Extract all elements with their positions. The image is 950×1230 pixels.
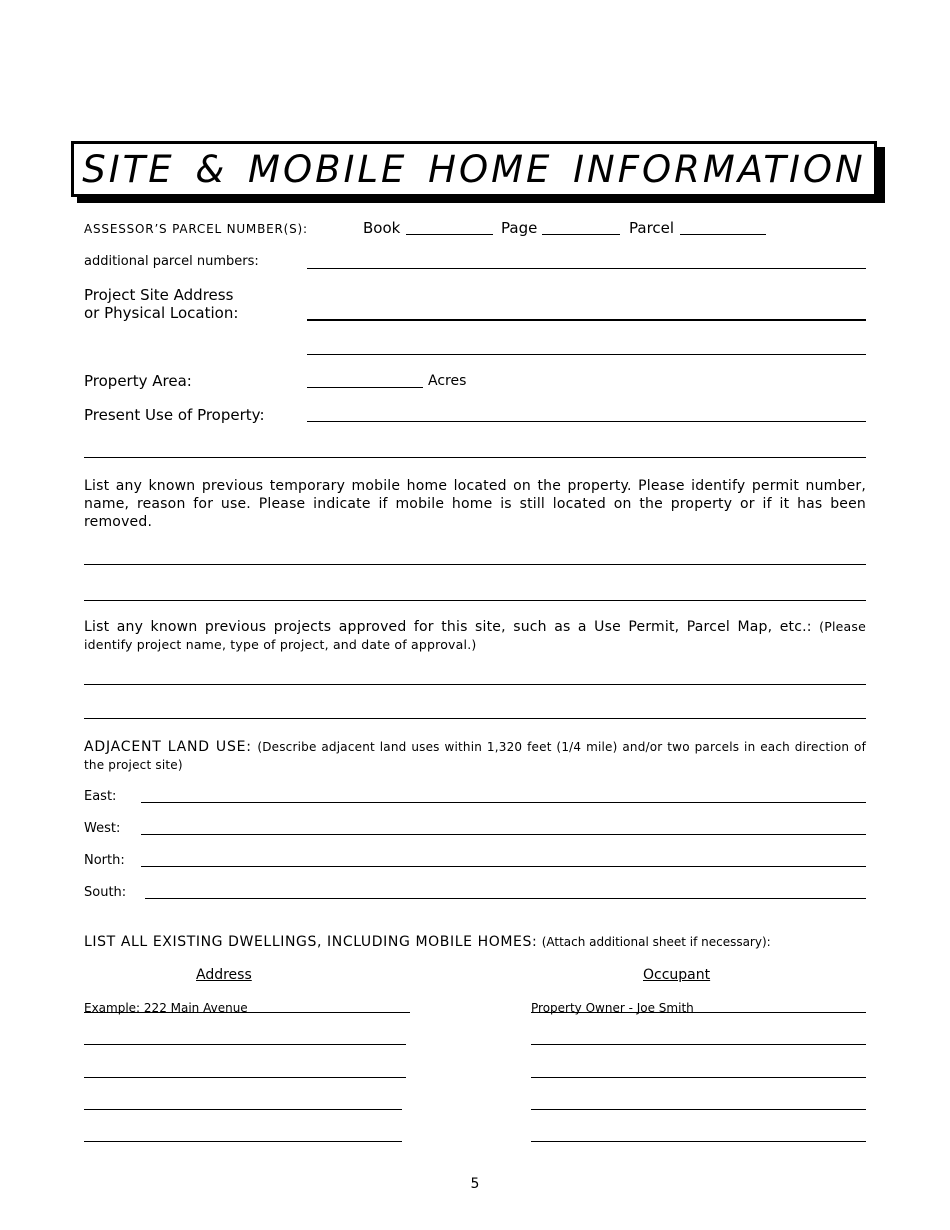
adjacent-land-use-instructions	[84, 738, 866, 774]
additional-parcels-label: additional parcel numbers:	[84, 254, 259, 269]
property-area-label: Property Area:	[84, 372, 192, 390]
present-use-field-1[interactable]	[307, 421, 866, 422]
dwellings-instructions	[84, 933, 771, 951]
example-occupant: Property Owner - Joe Smith	[531, 1001, 694, 1015]
mobile-home-history-instructions: List any known previous temporary mobile home located on the property. Please identify permit number, name, reason for use. Please indicate if mobile home is still located on the property or if it has been removed.	[84, 478, 866, 530]
previous-projects-note: (Please identify project name, type of project, and date of approval.)	[84, 619, 866, 652]
site-address-field-1[interactable]	[307, 319, 866, 321]
previous-projects-text: List any known previous projects approved for this site, such as a Use Permit, Parcel Map, etc.:	[84, 619, 812, 635]
north-field[interactable]	[141, 866, 866, 867]
occupant-field-4[interactable]	[531, 1141, 866, 1142]
occupant-field-1[interactable]	[531, 1044, 866, 1045]
mobile-home-history-field-1[interactable]	[84, 564, 866, 565]
book-label: Book	[363, 219, 401, 237]
adjacent-land-use-note: (Describe adjacent land uses within 1,320 feet (1/4 mile) and/or two parcels in each direction of the project site)	[84, 740, 866, 772]
site-address-field-2[interactable]	[307, 354, 866, 355]
example-occupant-line	[531, 1012, 866, 1013]
east-label: East:	[84, 789, 117, 804]
address-field-3[interactable]	[84, 1109, 402, 1110]
dwellings-note: (Attach additional sheet if necessary):	[541, 935, 771, 949]
site-address-label-line1: Project Site Address	[84, 286, 234, 304]
address-field-1[interactable]	[84, 1044, 406, 1045]
dwellings-heading: LIST ALL EXISTING DWELLINGS, INCLUDING MOBILE HOMES:	[84, 934, 538, 950]
parcel-number-label: ASSESSOR’S PARCEL NUMBER(S):	[84, 222, 308, 236]
west-field[interactable]	[141, 834, 866, 835]
title-box	[71, 141, 877, 197]
adjacent-land-use-heading: ADJACENT LAND USE:	[84, 739, 252, 755]
occupant-field-3[interactable]	[531, 1109, 866, 1110]
previous-projects-field-2[interactable]	[84, 718, 866, 719]
book-field[interactable]	[406, 234, 493, 235]
previous-projects-instructions	[84, 618, 866, 654]
east-field[interactable]	[141, 802, 866, 803]
parcel-label: Parcel	[629, 219, 675, 237]
occupant-column-header: Occupant	[643, 967, 711, 983]
north-label: North:	[84, 853, 125, 868]
site-address-label-line2: or Physical Location:	[84, 304, 239, 322]
address-field-4[interactable]	[84, 1141, 402, 1142]
address-field-2[interactable]	[84, 1077, 406, 1078]
example-address: Example: 222 Main Avenue	[84, 1001, 248, 1015]
occupant-field-2[interactable]	[531, 1077, 866, 1078]
west-label: West:	[84, 821, 121, 836]
page-label: Page	[501, 219, 538, 237]
previous-projects-field-1[interactable]	[84, 684, 866, 685]
present-use-label: Present Use of Property:	[84, 406, 265, 424]
acres-unit-label: Acres	[428, 373, 467, 389]
page-number: 5	[470, 1176, 480, 1192]
address-column-header: Address	[196, 967, 252, 983]
example-address-line	[84, 1012, 410, 1013]
mobile-home-history-field-2[interactable]	[84, 600, 866, 601]
parcel-field[interactable]	[680, 234, 766, 235]
present-use-field-2[interactable]	[84, 457, 866, 458]
page-field[interactable]	[542, 234, 620, 235]
south-label: South:	[84, 885, 127, 900]
page-title: SITE & MOBILE HOME INFORMATION	[82, 148, 866, 191]
south-field[interactable]	[145, 898, 866, 899]
additional-parcels-field[interactable]	[307, 268, 866, 269]
property-area-field[interactable]	[307, 387, 423, 388]
